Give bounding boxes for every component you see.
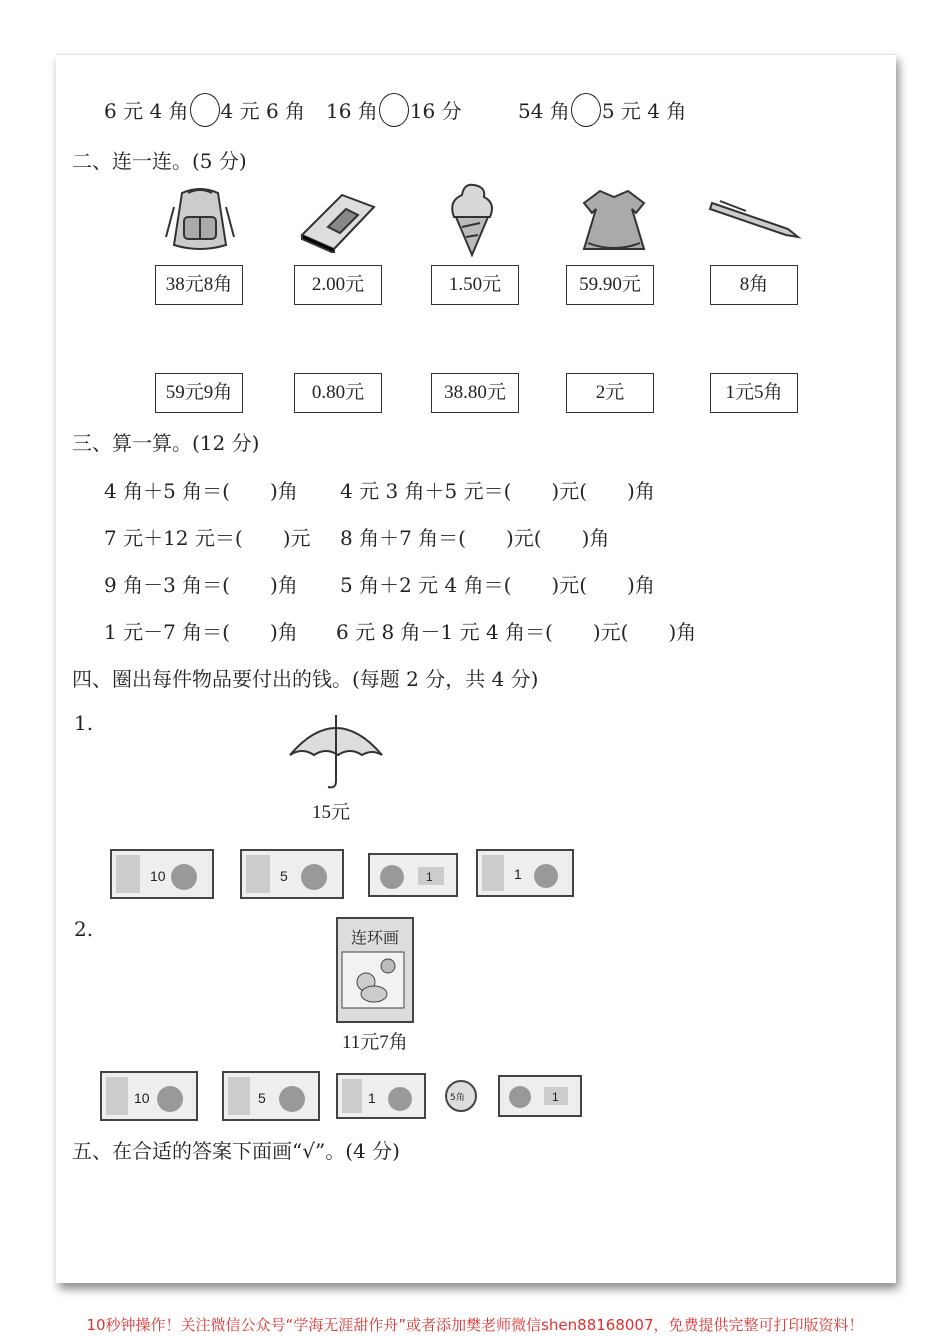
banknote-value: 10 bbox=[150, 868, 166, 884]
umbrella-price: 15元 bbox=[312, 802, 351, 823]
compare-circle[interactable] bbox=[571, 93, 601, 127]
banknote[interactable] bbox=[240, 849, 344, 903]
banknote-value: 10 bbox=[134, 1090, 150, 1106]
backpack-icon bbox=[160, 187, 240, 253]
price-box[interactable]: 1元5角 bbox=[710, 373, 798, 413]
section5-title: 五、在合适的答案下面画“√”。(4 分) bbox=[72, 1139, 400, 1163]
calc-row: 4 元 3 角＋5 元＝( )元( )角 bbox=[340, 479, 655, 503]
compare-circle[interactable] bbox=[190, 93, 220, 127]
price-box[interactable]: 2.00元 bbox=[294, 265, 382, 305]
section4-title: 四、圈出每件物品要付出的钱。(每题 2 分，共 4 分) bbox=[72, 667, 539, 691]
price-box[interactable]: 38元8角 bbox=[155, 265, 243, 305]
footer-notice: 10秒钟操作！关注微信公众号“学海无涯甜作舟”或者添加樊老师微信shen88168007，免费提供完整可打印版资料！ bbox=[86, 1316, 864, 1334]
question-number: 1. bbox=[74, 711, 94, 735]
banknote[interactable] bbox=[110, 849, 214, 903]
banknote[interactable] bbox=[476, 849, 574, 901]
price-box[interactable]: 59元9角 bbox=[155, 373, 243, 413]
banknote[interactable] bbox=[498, 1075, 582, 1121]
banknote[interactable] bbox=[222, 1071, 320, 1125]
coin[interactable] bbox=[444, 1079, 478, 1117]
pen-icon bbox=[706, 195, 802, 243]
compare-item-3: 54 角 5 元 4 角 bbox=[518, 95, 686, 130]
book-icon bbox=[298, 187, 378, 253]
section3-title: 三、算一算。(12 分) bbox=[72, 431, 260, 455]
coin-value: 5角 bbox=[450, 1093, 465, 1103]
price-box[interactable]: 2元 bbox=[566, 373, 654, 413]
banknote[interactable] bbox=[368, 853, 458, 901]
price-box[interactable]: 38.80元 bbox=[431, 373, 519, 413]
price-box[interactable]: 8角 bbox=[710, 265, 798, 305]
banknote-value: 1 bbox=[426, 870, 433, 884]
calc-row: 8 角＋7 角＝( )元( )角 bbox=[340, 526, 610, 550]
banknote-value: 5 bbox=[280, 868, 288, 884]
banknote[interactable] bbox=[336, 1073, 426, 1123]
compare-item-1: 6 元 4 角 4 元 6 角 bbox=[104, 95, 305, 130]
worksheet-page bbox=[56, 54, 896, 1283]
banknote[interactable] bbox=[100, 1071, 198, 1125]
calc-row: 7 元＋12 元＝( )元 bbox=[104, 526, 311, 550]
price-box[interactable]: 0.80元 bbox=[294, 373, 382, 413]
price-box[interactable]: 1.50元 bbox=[431, 265, 519, 305]
banknote-value: 1 bbox=[514, 866, 522, 882]
calc-row: 5 角＋2 元 4 角＝( )元( )角 bbox=[340, 573, 655, 597]
dress-icon bbox=[574, 187, 654, 253]
comic-book-title: 连环画 bbox=[350, 928, 399, 947]
comic-book-price: 11元7角 bbox=[342, 1032, 408, 1053]
calc-row: 6 元 8 角－1 元 4 角＝( )元( )角 bbox=[336, 620, 697, 644]
umbrella-icon bbox=[286, 711, 386, 789]
calc-row: 1 元－7 角＝( )角 bbox=[104, 620, 298, 644]
question-number: 2. bbox=[74, 917, 94, 941]
compare-circle[interactable] bbox=[379, 93, 409, 127]
calc-row: 4 角＋5 角＝( )角 bbox=[104, 479, 298, 503]
comic-book-icon bbox=[336, 917, 414, 1023]
banknote-value: 5 bbox=[258, 1090, 266, 1106]
banknote-value: 1 bbox=[552, 1090, 559, 1104]
ice-cream-icon bbox=[446, 181, 498, 257]
price-box[interactable]: 59.90元 bbox=[566, 265, 654, 305]
compare-item-2: 16 角 16 分 bbox=[326, 95, 462, 130]
section2-title: 二、连一连。(5 分) bbox=[72, 149, 247, 173]
calc-row: 9 角－3 角＝( )角 bbox=[104, 573, 298, 597]
banknote-value: 1 bbox=[368, 1090, 376, 1106]
